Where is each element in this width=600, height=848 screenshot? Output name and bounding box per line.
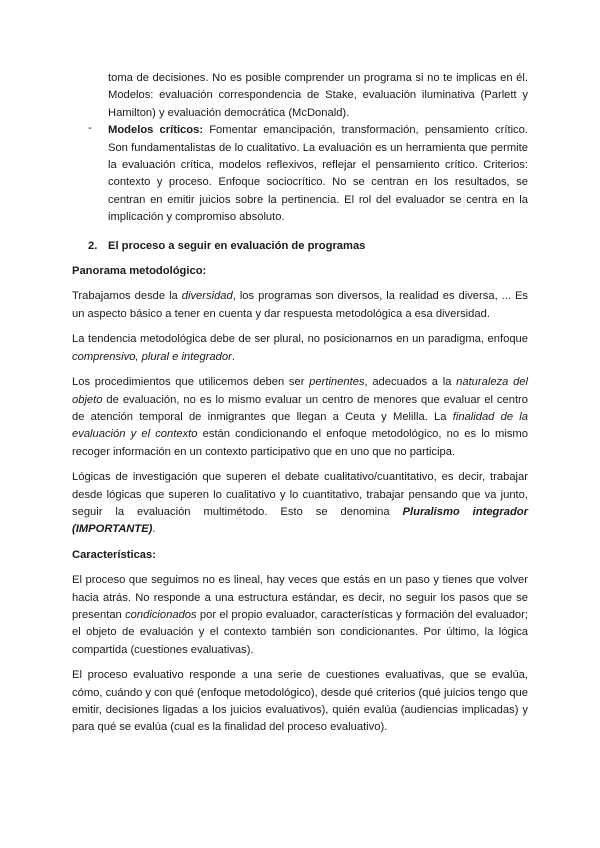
text-run: , adecuados a la (364, 376, 457, 389)
emphasis-diversidad: diversidad (181, 290, 233, 303)
text-run: La tendencia metodológica debe de ser plural, no posicionarnos en un paradigma, enfoque (72, 333, 528, 346)
critical-models-text: Fomentar emancipación, transformación, pensamiento crítico. Son fundamentalistas de lo cualitativo. La evaluación es un herramienta que permite la evaluación crítica, modelos reflexivos, reflejar el pensamiento crítico. Criterios: contexto y proceso. Enfoque sociocrítico. No se centran en los resultados, se centran en emitir juicios sobre la pertinencia. El rol del evaluador se centra en la implicación y compromiso absoluto. (108, 124, 528, 224)
text-run: Trabajamos desde la (72, 290, 182, 303)
panorama-paragraph-1 (72, 288, 528, 323)
text-run: . (231, 350, 235, 363)
caracteristicas-paragraph-2: El proceso evaluativo responde a una serie de cuestiones evaluativas, que se evalúa, cómo, cuándo y con qué (enfoque metodológico), desde qué criterios (qué juicios tengo que emitir, decisiones ligadas a los juicios evaluativos), quién evalúa (audiencias implicadas) y para qué se evalúa (cual es la finalidad del proceso evaluativo). (72, 669, 528, 734)
panorama-paragraph-3 (72, 374, 528, 461)
text-run: . (152, 523, 156, 536)
text-run: , los programas son diversos, la realidad es diversa, ... Es un aspecto básico a tener en cuenta y dar respuesta metodológica a esa diversidad. (72, 290, 528, 320)
document-body (72, 70, 528, 737)
text-run: por el propio evaluador, características y formación del evaluador; el objeto de evaluación y el contexto también son condicionantes. Por último, la lógica compartida (cuestiones evaluativas). (72, 608, 528, 656)
critical-models-item (72, 122, 528, 226)
section-2-title: El proceso a seguir en evaluación de programas (108, 239, 366, 252)
bullet-dash: - (88, 122, 92, 135)
text-run: El proceso que seguimos no es lineal, hay veces que estás en un paso y tienes que volver hacia atrás. No responde a una estructura estándar, es decir, no seguir los pasos que se presentan (72, 574, 528, 621)
text-run: Los procedimientos que utilicemos deben ser (72, 376, 310, 389)
models-continued-paragraph: toma de decisiones. No es posible comprender un programa si no te implicas en él. Modelos: evaluación correspondencia de Stake, evaluación iluminativa (Parlett y Hamilton) y evaluación democrática (McDonald). (108, 72, 528, 119)
emphasis-condicionados: condicionados (125, 608, 197, 621)
panorama-paragraph-4 (72, 469, 528, 539)
caracteristicas-paragraph-1 (72, 572, 528, 659)
text-run: están condicionando el enfoque metodológico, no es lo mismo recoger información en un contexto participativo que en uno que no participa. (72, 428, 528, 458)
emphasis-finalidad: finalidad de la evaluación y el contexto (72, 410, 528, 441)
critical-models-paragraph (108, 122, 528, 226)
emphasis-naturaleza: naturaleza del objeto (72, 376, 528, 406)
section-2-number: 2. (88, 239, 98, 252)
panorama-paragraph-2 (72, 331, 528, 366)
emphasis-pertinentes: pertinentes (309, 376, 365, 389)
panorama-heading: Panorama metodológico: (72, 265, 207, 278)
text-run: de evaluación, no es lo mismo evaluar un centro de menores que evaluar el centro de atención temporal de inmigrantes que llegan a Ceuta y Melilla. La (72, 393, 528, 423)
section-2-heading (72, 238, 528, 255)
caracteristicas-heading: Características: (72, 548, 156, 561)
emphasis-pluralismo: Pluralismo integrador (IMPORTANTE) (72, 505, 528, 536)
text-run: Lógicas de investigación que superen el debate cualitativo/cuantitativo, es decir, trabajar desde lógicas que superen lo cualitativo y lo cuantitativo, trabajar pensando que va junto, seguir la evaluación multimétodo. Esto se denomina (72, 471, 528, 518)
emphasis-integrador: comprensivo, plural e integrador (72, 350, 232, 363)
critical-models-label: Modelos críticos: (108, 124, 204, 137)
